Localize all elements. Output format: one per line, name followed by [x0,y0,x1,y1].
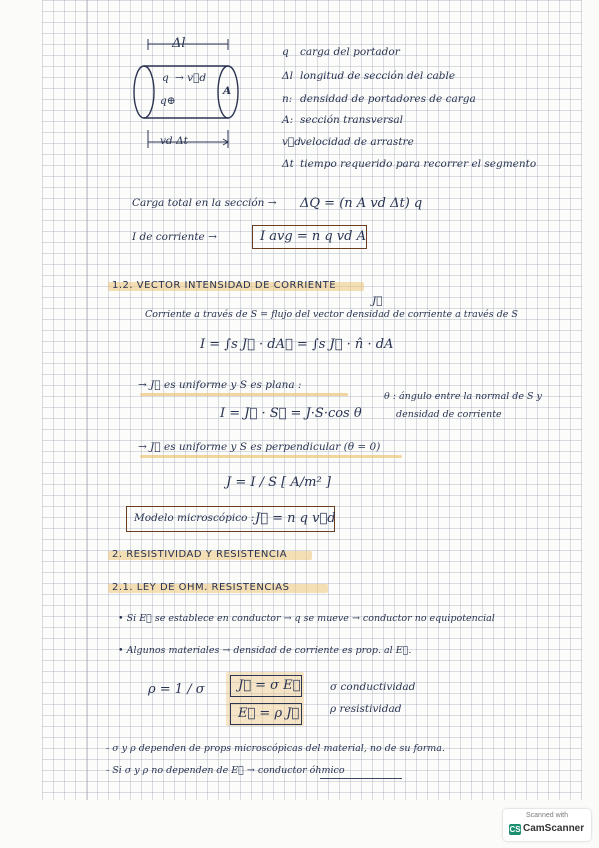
legend-symbol: q [282,46,289,58]
microscopic-model-formula: J⃗ = n q v⃗d [255,511,336,526]
theta-note-line1: θ : ángulo entre la normal de S y [384,391,542,402]
theta-note-line2: densidad de corriente [396,409,502,420]
legend-description: velocidad de arrastre [300,136,414,148]
legend-symbol: Δt [282,158,294,170]
total-charge-formula: ΔQ = (n A vd Δt) q [300,196,423,211]
camscanner-name: CamScanner [523,823,585,834]
j-vector-symbol: J⃗ [372,295,383,307]
legend-symbol: n: [282,93,293,105]
conductor-diagram [120,30,260,160]
dependence-note: - σ y ρ dependen de props microscópicas del material, no de su forma. [106,743,445,754]
flux-statement: Corriente a través de S = flujo del vector densidad de corriente a través de S [145,309,518,320]
integral-formula: I = ∫s J⃗ · dA⃗ = ∫s J⃗ · n̂ · dA [200,337,394,352]
total-charge-label: Carga total en la sección → [132,197,277,209]
drift-velocity-label: → v⃗d [175,72,207,84]
legend-symbol: Δl [282,70,293,82]
current-density-formula: J = I / S [ A/m² ] [226,475,331,490]
ohm-law-2: E⃗ = ρ J⃗ [238,706,300,721]
legend-description: sección transversal [300,114,403,126]
ohm-law-1: J⃗ = σ E⃗ [238,678,301,693]
vd-dt-label: vd Δt [160,135,188,147]
case-perpendicular: → J⃗ es uniforme y S es perpendicular (θ = 0) [138,441,381,453]
section-2-title: 2. RESISTIVIDAD Y RESISTENCIA [112,549,288,560]
legend-description: densidad de portadores de carga [300,93,476,105]
current-formula: I avg = n q vd A [260,229,366,244]
charge-symbol: q⊕ [160,95,176,107]
rho-sigma-formula: ρ = 1 / σ [148,682,205,697]
legend-symbol: v⃗d [282,136,301,148]
legend-description: carga del portador [300,46,400,58]
bullet-field-conductor: • Si E⃗ se establece en conductor → q se mueve → conductor no equipotencial [118,613,495,624]
ohmic-underline [320,778,402,779]
delta-l-label: Δl [172,36,186,51]
case-uniform-plane: → J⃗ es uniforme y S es plana : [138,379,302,391]
margin-line [87,0,88,800]
current-label: I de corriente → [132,231,217,243]
case2-underline [140,455,402,458]
conductivity-label: σ conductividad [330,681,416,693]
microscopic-model-label: Modelo microscópico : [134,512,255,524]
scanned-with-text: Scanned with [525,812,569,819]
camscanner-logo-icon: CS [509,825,521,834]
section-2-1-title: 2.1. LEY DE OHM. RESISTENCIAS [112,582,290,593]
legend-symbol: A: [282,114,294,126]
legend-description: tiempo requerido para recorrer el segmento [300,158,537,170]
dot-product-formula: I = J⃗ · S⃗ = J·S·cos θ [220,406,362,421]
resistivity-label: ρ resistividad [330,703,402,715]
charge-plus-label: q [162,72,169,84]
area-label: A [223,85,232,97]
case-underline [140,393,348,396]
bullet-proportional: • Algunos materiales → densidad de corriente es prop. al E⃗. [118,645,412,656]
ohmic-conductor-note: - Si σ y ρ no dependen de E⃗ → conductor óhmico [106,765,345,776]
section-1-2-title: 1.2. VECTOR INTENSIDAD DE CORRIENTE [112,280,337,291]
legend-description: longitud de sección del cable [300,70,456,82]
camscanner-badge [503,809,591,841]
